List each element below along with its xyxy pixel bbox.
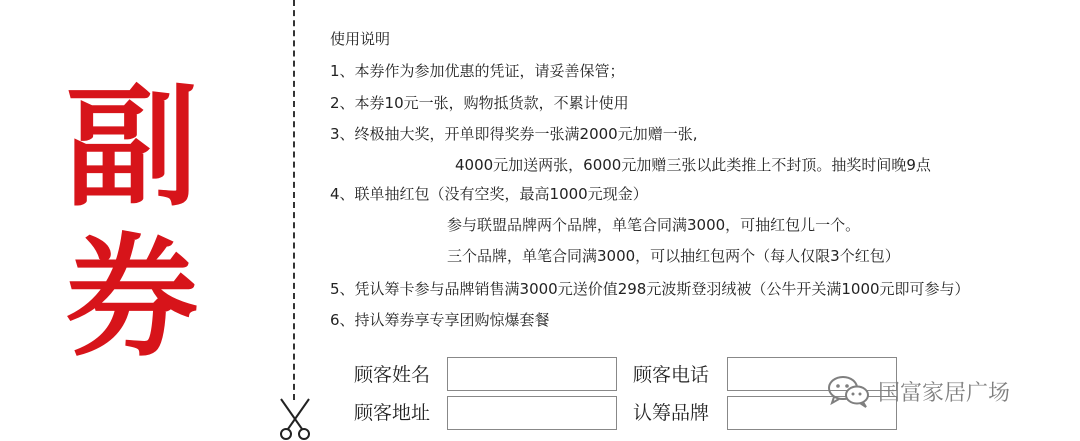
instruction-item-1: 1、本券作为参加优惠的凭证，请妥善保管；	[330, 62, 625, 80]
instruction-item-5: 5、凭认筹卡参与品牌销售满3000元送价值298元波斯登羽绒被（公牛开关满1000元即可参与）	[330, 280, 970, 298]
customer-address-label: 顾客地址	[354, 402, 431, 424]
subscription-brand-label: 认筹品牌	[633, 402, 710, 424]
instructions-heading: 使用说明	[330, 30, 391, 48]
wechat-icon	[826, 374, 872, 408]
instruction-item-4: 4、联单抽红包（没有空奖，最高1000元现金）	[330, 185, 648, 203]
instruction-item-4-sub-2: 三个品牌，单笔合同满3000，可以抽红包两个（每人仅限3个红包）	[447, 247, 900, 265]
instruction-item-3-continued: 4000元加送两张，6000元加赠三张以此类推上不封顶。抽奖时间晚9点	[455, 156, 931, 174]
instruction-item-6: 6、持认筹券享专享团购惊爆套餐	[330, 311, 550, 329]
customer-phone-label: 顾客电话	[633, 364, 710, 386]
instruction-item-4-sub-1: 参与联盟品牌两个品牌，单笔合同满3000，可抽红包儿一个。	[447, 216, 861, 234]
instruction-item-3: 3、终极抽大奖，开单即得奖券一张满2000元加赠一张,	[330, 125, 698, 143]
instruction-item-2: 2、本券10元一张，购物抵货款，不累计使用	[330, 94, 629, 112]
stub-title-char-quan: 券	[66, 220, 198, 375]
customer-name-field[interactable]	[447, 357, 617, 391]
customer-address-field[interactable]	[447, 396, 617, 430]
watermark	[826, 374, 1010, 408]
scissors-icon	[278, 397, 312, 441]
watermark-text: 国富家居广场	[878, 380, 1011, 406]
customer-name-label: 顾客姓名	[354, 364, 431, 386]
stub-title-char-fu: 副	[66, 70, 198, 225]
